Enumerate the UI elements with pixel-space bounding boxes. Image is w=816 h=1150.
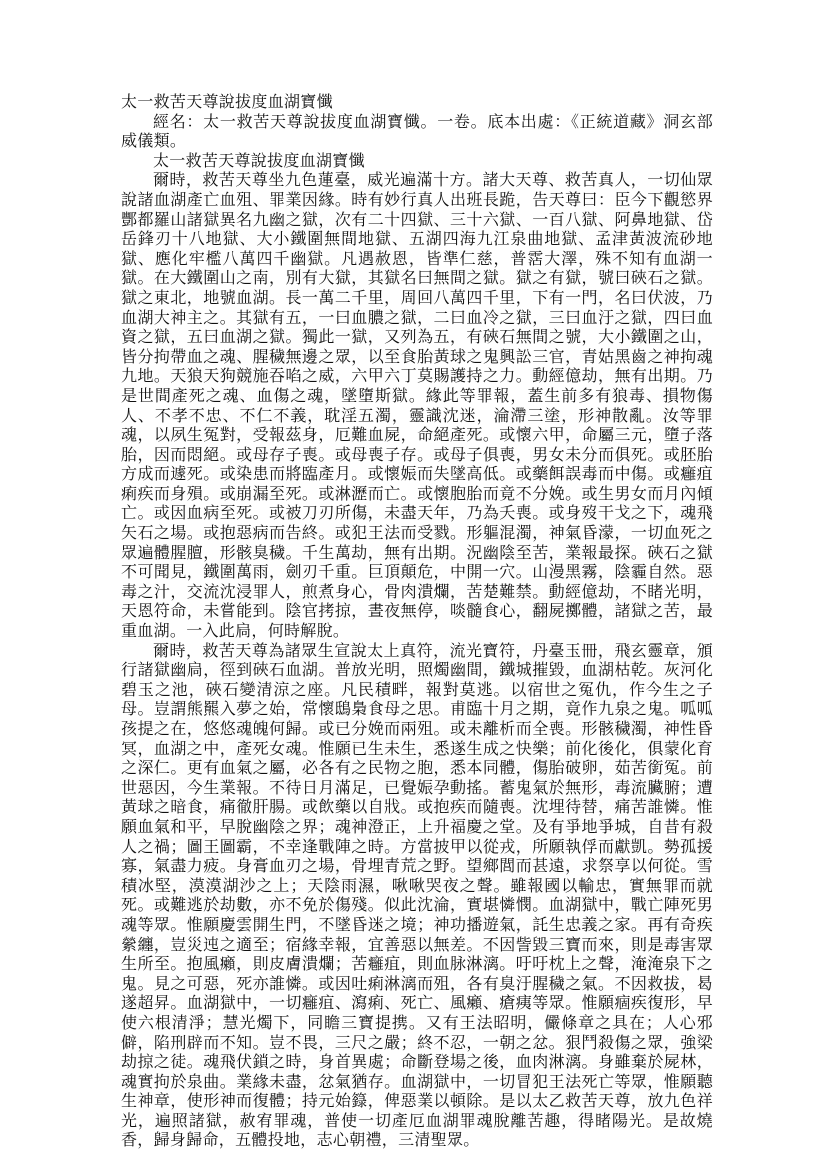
document-page	[121, 92, 713, 1150]
body-paragraph: 爾時，救苦天尊為諸眾生宣說太上真符，流光寶符，丹臺玉冊，飛玄靈章，頒行諸獄幽扃，徑到硤石血湖。普放光明，照燭幽間，鐵城摧毀，血湖枯乾。灰河化碧玉之池，硤石變清涼之座。凡民積畔，報對莫逃。以宿世之冤仇，作今生之子母。豈謂熊羆入夢之始，常懷鴟梟食母之思。甫臨十月之期，竟作九泉之鬼。呱呱孩提之在，悠悠魂魄何歸。或已分娩而兩殂。或未離析而全喪。形骸穢濁，神性昏冥，血湖之中，產死女魂。惟願已生未生，悉遂生成之快樂；前化後化，俱蒙化育之深仁。更有血氣之屬，必各有之民物之胞，悉本同體，傷胎破卵，茹苦銜冤。前世惡因，今生業報。不待日月滿足，已覺娠孕動搖。蓄鬼氣於無形，毒流臟腑；遭黃球之暗食，痛徹肝腸。或飲藥以自戕。或抱疾而隨喪。沈埋待替，痛苦誰憐。惟願血氣和平，早脫幽陰之界；魂神澄正，上升福慶之堂。及有爭地爭城，自昔有殺人之禍；圖王圖霸，不幸逢戰陣之時。方當披甲以從戎，所願執俘而獻凱。勢孤援寡，氣盡力疲。身膏血刃之場，骨埋青荒之野。望鄉閭而甚遠，求祭享以何從。雪積冰堅，漠漠湖沙之上；天陰雨濕，啾啾哭夜之聲。雖報國以輸忠，實無罪而就死。或難逃於劫數，亦不免於傷殘。似此沈淪，實堪憐憫。血湖獄中，戰亡陣死男魂等眾。惟願慶雲開生門，不墜昏迷之境；神功播遊氣，託生忠義之家。再有奇疾縈纏，豈災迍之適至；宿緣幸報，宜善惡以無差。不因訾毀三寶而來，則是毒害眾生所至。抱風癩，則皮膚潰爛；苦癰疽，則血脉淋漓。吁吁枕上之聲，淹淹泉下之鬼。見之可惡，死亦誰憐。或因吐痢淋漓而殂，各有臭汙腥穢之氣。不因救拔，曷遂超昇。血湖獄中，一切癰疽、瀉痢、死亡、風癩、瘡痍等眾。惟願痼疾復形，早使六根清淨；慧光燭下，同瞻三寶提携。又有王法昭明，儼條章之具在；人心邪僻，陷刑辟而不知。豈不畏，三尺之嚴；終不忍，一朝之忿。狠鬥殺傷之眾，強梁劫掠之徒。魂飛伏鎖之時，身首異處；命斷登場之後，血肉淋漓。身雖棄於屍林，魂實拘於泉曲。業緣未盡，忿氣猶存。血湖獄中，一切冒犯王法死亡等眾，惟願聽生神章，使形神而復體；持元始籙，俾惡業以頓除。是以太乙救苦天尊，放九色祥光，遍照諸獄，赦宥罪魂，普使一切產厄血湖罪魂脫離苦趣，得睹陽光。是故燒香，歸身歸命，五體投地，志心朝禮，三清聖眾。	[121, 640, 713, 1150]
document-subtitle: 太一救苦天尊說拔度血湖寶懺	[153, 150, 365, 170]
document-meta-line: 經名：太一救苦天尊說拔度血湖寶懺。一卷。底本出處：《正統道藏》洞玄部威儀類。	[121, 111, 713, 151]
document-title: 太一救苦天尊說拔度血湖寶懺	[121, 92, 333, 111]
body-paragraph: 爾時，救苦天尊坐九色蓮臺，威光遍滿十方。諸大天尊、救苦真人，一切仙眾說諸血湖產亡血殂、罪業因緣。時有妙行真人出班長跪，告天尊曰：臣今下觀慾界酆都羅山諸獄異名九幽之獄，次有二十四獄、三十六獄、一百八獄、阿鼻地獄、岱岳鋒刃十八地獄、大小鐵圍無間地獄、五湖四海九江泉曲地獄、孟津黃波流砂地獄、應化牢檻八萬四千幽獄。凡遇赦恩，皆準仁慈，普霑大澤，殊不知有血湖一獄。在大鐵圍山之南，別有大獄，其獄名曰無間之獄。獄之有獄，號曰硤石之獄。獄之東北，地號血湖。長一萬二千里，周回八萬四千里，下有一門，名曰伏波，乃血湖大神主之。其獄有五，一曰血膿之獄，二曰血冷之獄，三曰血汙之獄，四曰血資之獄，五曰血湖之獄。獨此一獄，又列為五，有硤石無間之號，大小鐵圍之山，皆分拘帶血之魂、腥穢無邊之眾，以至食胎黃球之鬼興訟三官，青姑黑齒之神拘魂九地。天狼天狗競施吞啗之威，六甲六丁莫賜護持之力。動經億劫，無有出期。乃是世間產死之魂、血傷之魂，墜墮斯獄。緣此等罪報，蓋生前多有狼毒、損物傷人、不孝不忠、不仁不義，耽淫五濁，靈識沈迷，淪滯三塗，形神散亂。汝等罪魂，以夙生冤對，受報茲身，厄難血屍，命絕產死。或懷六甲，命屬三元，墮子落胎，因而悶絕。或母存子喪。或母喪子存。或母子俱喪，男女未分而俱死。或胚胎方成而遽死。或染患而將臨產月。或懷娠而失墜高低。或藥餌誤毒而中傷。或癰疽痢疾而身殞。或崩漏至死。或淋瀝而亡。或懷胞胎而竟不分娩。或生男女而月內傾亡。或因血病至死。或被刀刃所傷，未盡天年，乃為夭喪。或身歿干戈之下，魂飛矢石之場。或抱惡病而告終。或犯王法而受戮。形軀混濁，神氣昏濛，一切血死之眾遍體腥膻，形骸臭穢。千生萬劫，無有出期。況幽陰至苦，業報最探。硤石之獄不可聞見，鐵圍萬雨，劍刃千重。巨頂顛危，中開一穴。山漫黑霧，陰霾自然。惡毒之汁，交流沈浸罪人，煎煮身心，骨肉潰爛，苦楚難禁。動經億劫，不睹光明，天恩符命，未嘗能到。陰官拷掠，晝夜無停，啖髓食心，翻屍擲體，諸獄之苦，最重血湖。一入此扃，何時解脫。	[121, 170, 713, 641]
